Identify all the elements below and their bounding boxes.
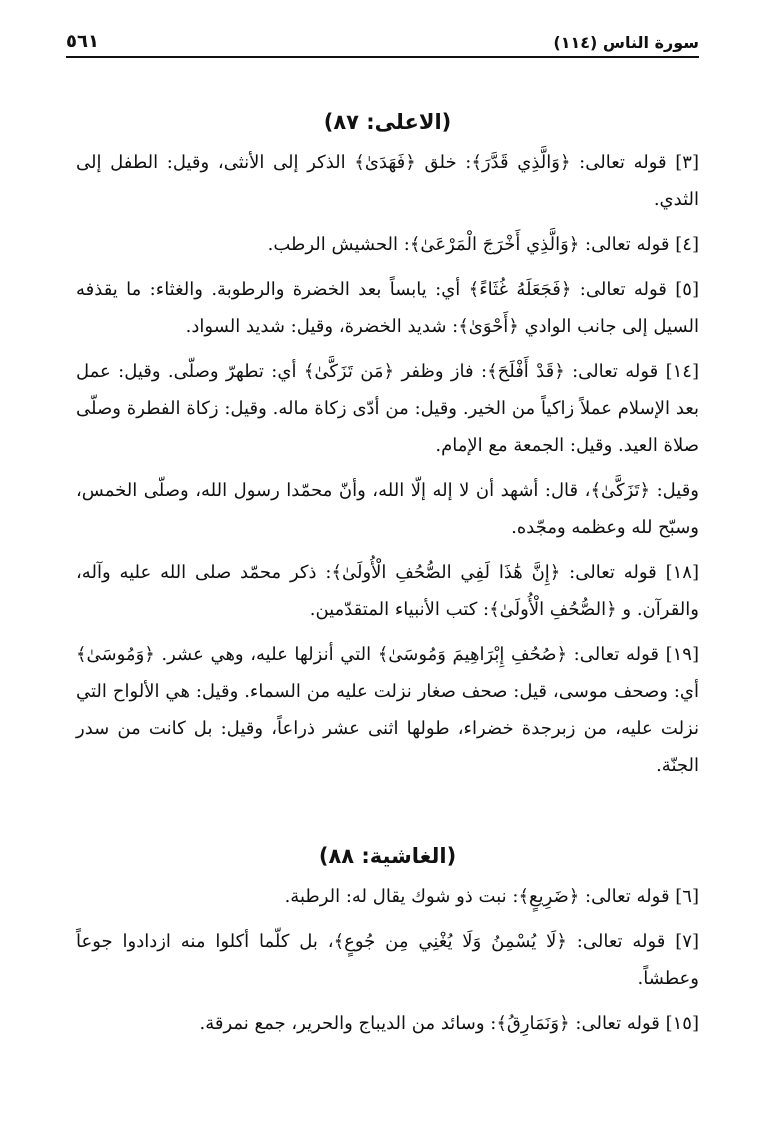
commentary-paragraph: [٣] قوله تعالى: ﴿وَالَّذِي قَدَّرَ﴾: خلق ﴿فَهَدَىٰ﴾ الذكر إلى الأنثى، وقيل: الطفل إلى الثدي. — [76, 152, 699, 210]
page-number: ٥٦١ — [66, 31, 99, 52]
section-heading: (الغاشية: ٨٨) — [318, 844, 457, 868]
page-content — [76, 100, 699, 1050]
section-al-ala — [76, 100, 699, 784]
commentary-paragraph: [٤] قوله تعالى: ﴿وَالَّذِي أَخْرَجَ الْمَرْعَىٰ﴾: الحشيش الرطب. — [267, 234, 699, 255]
commentary-paragraph: [١٤] قوله تعالى: ﴿قَدْ أَفْلَحَ﴾: فاز وظفر ﴿مَن تَزَكَّىٰ﴾ أي: تطهرّ وصلّى. وقيل: عمل بعد الإسلام عملاً زاكياً من الخير. وقيل: من أدّى زكاة ماله. وقيل: زكاة الفطرة وصلّى صلاة العيد. وقيل: الجمعة مع الإمام. — [76, 361, 699, 456]
commentary-paragraph: [٧] قوله تعالى: ﴿لَا يُسْمِنُ وَلَا يُغْنِي مِن جُوعٍ﴾، بل كلّما أكلوا منه ازدادوا جوعاً وعطشاً. — [76, 931, 699, 989]
running-header — [66, 22, 699, 58]
surah-title: سورة الناس (١١٤) — [553, 33, 699, 52]
commentary-paragraph: [١٥] قوله تعالى: ﴿وَنَمَارِقُ﴾: وسائد من الديباج والحرير، جمع نمرقة. — [199, 1013, 699, 1034]
commentary-paragraph: [١٨] قوله تعالى: ﴿إِنَّ هَٰذَا لَفِي الصُّحُفِ الْأُولَىٰ﴾: ذكر محمّد صلى الله عليه وآله، والقرآن. و ﴿الصُّحُفِ الْأُولَىٰ﴾: كتب الأنبياء المتقدّمين. — [76, 562, 699, 620]
commentary-paragraph: [١٩] قوله تعالى: ﴿صُحُفِ إِبْرَاهِيمَ وَمُوسَىٰ﴾ التي أنزلها عليه، وهي عشر. ﴿وَمُوسَىٰ﴾ أي: وصحف موسى، قيل: صحف صغار نزلت عليه من السماء. وقيل: هي الألواح التي نزلت عليه، من زبرجدة خضراء، طولها اثنى عشر ذراعاً، وقيل: بل كانت من سدر الجنّة. — [76, 644, 699, 776]
commentary-paragraph: [٦] قوله تعالى: ﴿ضَرِيعٍ﴾: نبت ذو شوك يقال له: الرطبة. — [284, 886, 699, 907]
commentary-paragraph: وقيل: ﴿تَزَكَّىٰ﴾، قال: أشهد أن لا إله إلّا الله، وأنّ محمّدا رسول الله، وصلّى الخمس، وسبّح لله وعظمه ومجّده. — [76, 480, 699, 538]
commentary-paragraph: [٥] قوله تعالى: ﴿فَجَعَلَهُ غُثَاءً﴾ أي: يابساً بعد الخضرة والرطوبة. والغثاء: ما يقذفه السيل إلى جانب الوادي ﴿أَحْوَىٰ﴾: شديد الخضرة، وقيل: شديد السواد. — [76, 279, 699, 337]
section-al-ghashiyah — [76, 834, 699, 1042]
section-heading: (الاعلى: ٨٧) — [323, 110, 452, 134]
